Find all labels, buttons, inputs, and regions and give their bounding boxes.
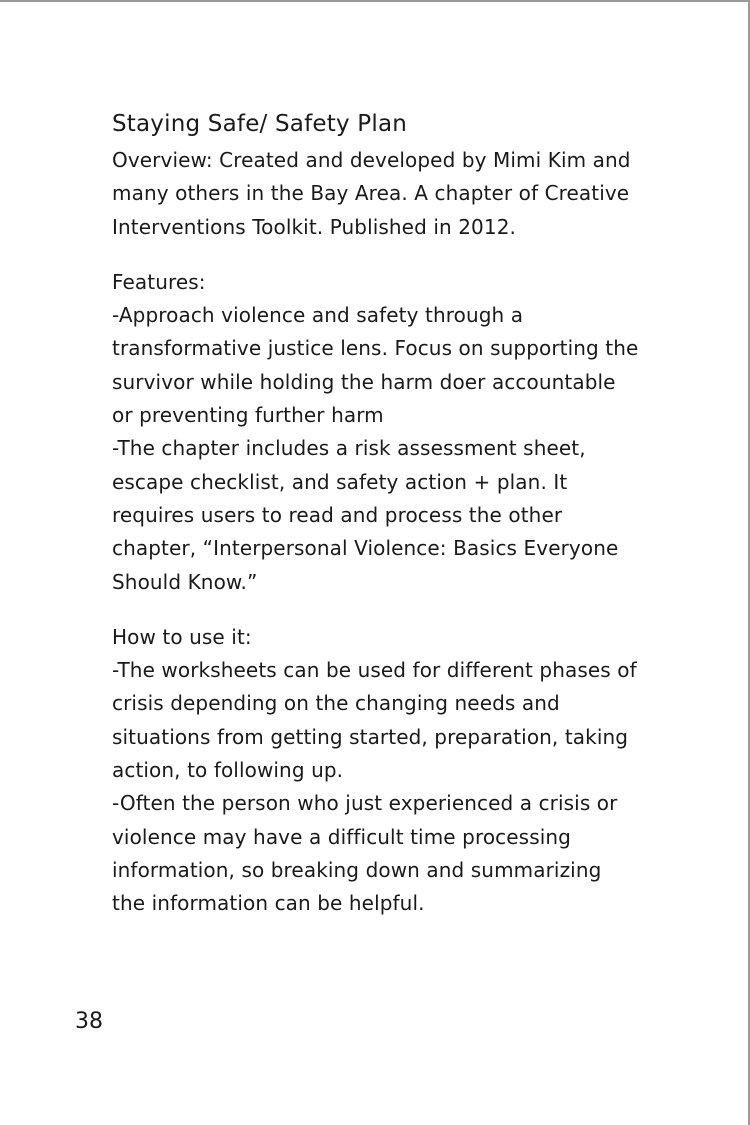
features-heading: Features: xyxy=(112,269,206,294)
features-item-chapter: -The chapter includes a risk assessment sheet, escape checklist, and safety action + plan. It requires users to read and process the other chapter, “Interpersonal Violence: Basics Everyone Should Know.” xyxy=(112,436,619,594)
features-item-approach: -Approach violence and safety through a transformative justice lens. Focus on supporting the survivor while holding the harm doer accountable or preventing further harm xyxy=(112,303,639,428)
page-number: 38 xyxy=(75,1009,103,1034)
page-content xyxy=(112,104,692,921)
howto-item-processing: -Often the person who just experienced a crisis or violence may have a difficult time processing information, so breaking down and summarizing the information can be helpful. xyxy=(112,791,618,916)
howto-heading: How to use it: xyxy=(112,624,252,649)
overview-paragraph: Overview: Created and developed by Mimi Kim and many others in the Bay Area. A chapter of Creative Interventions Toolkit. Published in 2012. xyxy=(112,148,631,239)
section-spacer xyxy=(112,599,692,621)
howto-item-worksheets: -The worksheets can be used for different phases of crisis depending on the changing needs and situations from getting started, preparation, taking action, to following up. xyxy=(112,658,637,783)
page-title: Staying Safe/ Safety Plan xyxy=(112,111,408,137)
section-spacer xyxy=(112,244,692,266)
